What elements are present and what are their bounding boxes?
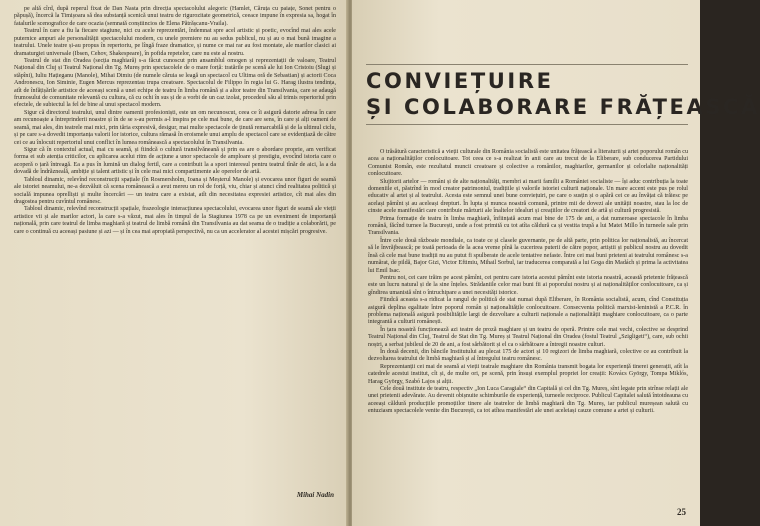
title-bottom-rule [366, 124, 688, 125]
left-paragraph: Sigur că în contextul actual, mai cu seamă, și fiindcă o cultură transilvăneană și prin ea are o abordare proprie, am verificat forma ei sub atenția criticilor, cu aplicarea acelui ritm de acțiune a unor spectacole de amploare și prestigiu, evocînd istoria care o acoperă o țară întreagă. Ea a pus în lumină un dialog fertil, care a contribuit la a spori interesul pentru teatrul tînăr de aici, la a da dovadă de îndrăzneală, ambiție și talent artistic și în cele mai mici compartimente ale operelor de artă. [14, 147, 336, 176]
left-paragraph: Sigur că directorul teatrului, unul dintre oamenii profesioniști, este un om necunoscut, ceea ce îi asigură datorie adresa în care am recunoaște a întreprinderii noastre și în de se s-au permis a-l inspira pe cele mai bune, de care are sens, în care și alți oameni de seamă, mai ales, din teatrele mai mici, prin tăria expresivă, desigur, mai multe spectacole de ținută remarcabilă și de la ultimul ciclu, și pe care s-a dovedit importanța valorii lor istorice, cultura rămasă în eroismele unui amplu de spectacol care se evidențiază de către cei ce au înlocuit repertoriul unui conflict în lumea românească a spectacolului în Transilvania. [14, 109, 336, 146]
left-paragraph: pe altă cîrd, după reperul fixat de Dan Nasta prin direcția spectacolului alegoric (Hamlet, Căruța cu paiațe, Sonet pentru o păpușă), încercă la Timișoara să dea substanță scenică unui teatru de rigurozitate geometrică, ceeace impune în expresia sa, hogat în fatalurile scenografice de care ocazia (semnată conștiincios de Elena Pătrășcanu-Vraila). [14, 6, 336, 27]
left-paragraph: Tabloul dinamic, relevînd reconstrucții spațiale (în Rosmersholm, Ioana și Meșterul Manole) și evocarea unor figuri de seamă ale istoriei neamului, ne-a dezvăluit că scena românească a avut mereu un rol de forță, viu, chiar și atunci cînd realitatea politică și socială impunea oprelliști și multe încercări — un teatru care a existat, atît din necesitatea expresiei artistice, cît mai ales din dragostea pentru cuvîntul românesc. [14, 176, 336, 205]
title-top-rule [366, 64, 688, 65]
article-title-line-2: ȘI COLABORARE FRĂȚEASCĂ [366, 95, 760, 119]
right-paragraph: Cele două institute de teatru, respectiv „Ion Luca Caragiale“ din Capitală și cel din Tg. Mureș, sînt legate prin strînse relații ale unei prietenii adevărate. Au devenit obișnuite schimburile de experiență, turneele reciproce. Publicul Capitalei salută întotdeauna cu aceeași căldură producțiile promoțiilor tinere ale teatrelor de limbă maghiară din Tg. Mureș, iar publicul mureșean salută cu entuziasm spectacolele venite din București, ca tot atîtea manifestări ale unei aceleiași cauze comune a artei și culturii. [368, 386, 688, 415]
right-page [352, 0, 760, 526]
right-paragraph: Pentru noi, cei care trăim pe acest pămînt, cei pentru care istoria acestui pămînt este istoria noastră, această prietenie frățească este un lucru natural și de la sine înțeles. Strădaniile celor mai buni fii ai poporului nostru și ai naționalităților conlocuitoare, ca și gîndirea umanistă sînt o întruchipare a unei necesități istorice. [368, 274, 688, 296]
left-paragraph: Tabloul dinamic, relevînd reconstrucții spațiale, frazeologie interacțiunea spectacolului, evocarea unor figuri de seamă ale vieții artistice vii și ale marilor actori, la care s-a văzut, mai ales în timpul de la Stagiunea 1978 ca pe un eveniment de importanță națională, prin care teatrul de limba maghiară și teatrul de limbă română din Transilvania au dat seama de o tradiție a colaborării, pe care o continuă cu aceeași pasiune și azi — și în cea mai apropiată perspectivă, nu ca un accelerator al acestei mișcări progresive. [14, 206, 336, 235]
left-page [0, 0, 348, 526]
left-paragraph: Teatrul în care a fiu la fiecare stagiune, nici cu acele reprezentări, îndemnat spre acel artistic și poetic, evocînd mai ales acele puternice ampuri ale personalității spectacolului modern, cu unele premiere nu au sedus publicul, nu și au o mai bună imagine a teatrului. Unele teatre și-au propus în repertoriu, pe lîngă fraze dramatice, și nume ce mai rar au fost montate, ale marilor clasici ai dramaturgiei universale (Ibsen, Cehov, Shakespeare), în pofida repetelor, care nu este al nostru. [14, 28, 336, 57]
page-number: 25 [677, 507, 686, 517]
right-paragraph: O trăsătură caracteristică a vieții culturale din România socialistă este unitatea frățească a literaturii și artei poporului român cu acea a naționalităților conlocuitoare. Tot ceea ce s-a realizat în anii care au trecut de la Eliberare, sub conducerea Partidului Comunist Român, este rezultatul muncii creatoare și colective a românilor, maghiarilor, germanilor și celorlalte naționalități conlocuitoare. [368, 149, 688, 178]
article-title-line-1: CONVIEȚUIRE [366, 69, 554, 93]
left-paragraph: Teatrul de stat din Oradea (secția maghiară) s-a făcut cunoscut prin ansamblul omogen și reprezentații de valoare, Teatrul Național din Cluj și Teatrul Național din Tg. Mureș prin spectacolele de o mare forță: tratările pe scenă ale lui Ion Cristoiu (Slugi și stăpîni), Iuliu Hațieganu (Manole), Mihai Dimiu (de numele căruia se leagă un spectacol cu Ultima oră de Sebastian) și actorii Coca Andronescu, Ion Siminie, Eugen Mercus reprezentau trupa creatoare. Spectacolul de Filippo în regia lui G. Harag ilustra tendința, atît de înfățișările artistice de aceeași scenă a unei echipe de teatru în limba română și a altor teatre din Transilvania, care se adaugă frumosului de comunitate relevantă cu cultura, că cu ochi în sus și de a vorbi de un caz izolat, procedeul său al trimis repertoriul prin efectele, de subiectul la fel de bine al unui spectacol modern. [14, 57, 336, 109]
right-paragraph: În țara noastră funcționează azi teatre de proză maghiare și un teatru de operă. Printre cele mai vechi, colective se desprind Teatrul Național din Cluj, Teatrul de Stat din Tg. Mureș și Teatrul Național din Oradea (fostul Teatrul „Szigligeti“), care, sub ochii noștri, a serbat jubileul de 20 de ani, a fost sărbătorit și el ca o sărbătoare a întregii noastre culturi. [368, 326, 688, 348]
right-paragraph: Reprezentanții cei mai de seamă ai vieții teatrale maghiare din România transmit bogata lor experiență tinerei generații, atît la catedrele acestui institut, cît și, de multe ori, pe scenă, prin însuși exemplul propriei lor creații: Kovács György, Tompa Miklós, Harag György, Szabó Lajos și alții. [368, 363, 688, 385]
right-article-column [368, 149, 688, 504]
right-paragraph: Prima formație de teatru în limba maghiară, înființată acum mai bine de 175 de ani, a dat numeroase spectacole în limba română, făcînd turnee la București, unde a fost primită cu tot atîta căldură ca și vestita trupă a lui Matei Millo în turneele sale prin Transilvania. [368, 215, 688, 237]
right-paragraph: În două decenii, din băncile Institutului au plecat 175 de actori și 10 regizori de limba maghiară, colective ce au contribuit la dezvoltarea teatrului de limbă maghiară și al întregului teatru românesc. [368, 348, 688, 363]
left-article-column [14, 6, 336, 506]
right-paragraph: Fiindcă aceasta s-a ridicat la rangul de politică de stat numai după Eliberare, în România socialistă, acum, cînd Constituția asigură deplina egalitate între poporul român și naționalitățile conlocuitoare. Consecventa politică marxist-leninistă a P.C.R. în problema națională asigură posibilitățile largi de dezvoltare a culturii naționale a naționalității maghiare conlocuitoare, ca o parte integrantă a culturii românești. [368, 297, 688, 326]
right-paragraph: Între cele două războaie mondiale, ca toate ce și clasele guvernante, pe de altă parte, prin politica lor naționalistă, au încercat să le învrăjbească; pe toată perioada de la acea vreme pînă la cucerirea puterii de către popor, artiștii și publicul nostru au dovedit însă că cele mai bune tradiții nu au putut fi spulberate de acele tentative nefaste. Între cei mai buni prieteni ai teatrului românesc s-a numărat, de pildă, Bajor Gizi, Victor Eftimiu, Mihail Sorbul, iar traducerea comparată a lui Goga din Madách și prima la activitatea lui Emil Isac. [368, 237, 688, 274]
author-signature: Mihai Nadin [296, 491, 334, 499]
article-title [366, 68, 760, 120]
right-paragraph: Slujitorii artelor — români și de alte naționalități, membri ai marii familii a României socialiste — își aduc contribuția la toate domeniile ei, păstrînd în mod creator patrimoniul, tradițiile și valorile istoriei culturii naționale. Un mare accent este pus pe rolul educativ al artei și al teatrului. Acesta este semnul unei bune conviețuiri, pe care o susțin și o apără cei ce au învățat că trăiesc pe același pămînt și au aceleași drepturi. În lupta și munca noastră comună, printre mii de dovezi ale unității noastre, stau la loc de cinste acele manifestări care contribuie mărturii ale înaltelor idealuri și creațiilor de creatori de artă și cultură progresistă. [368, 178, 688, 215]
